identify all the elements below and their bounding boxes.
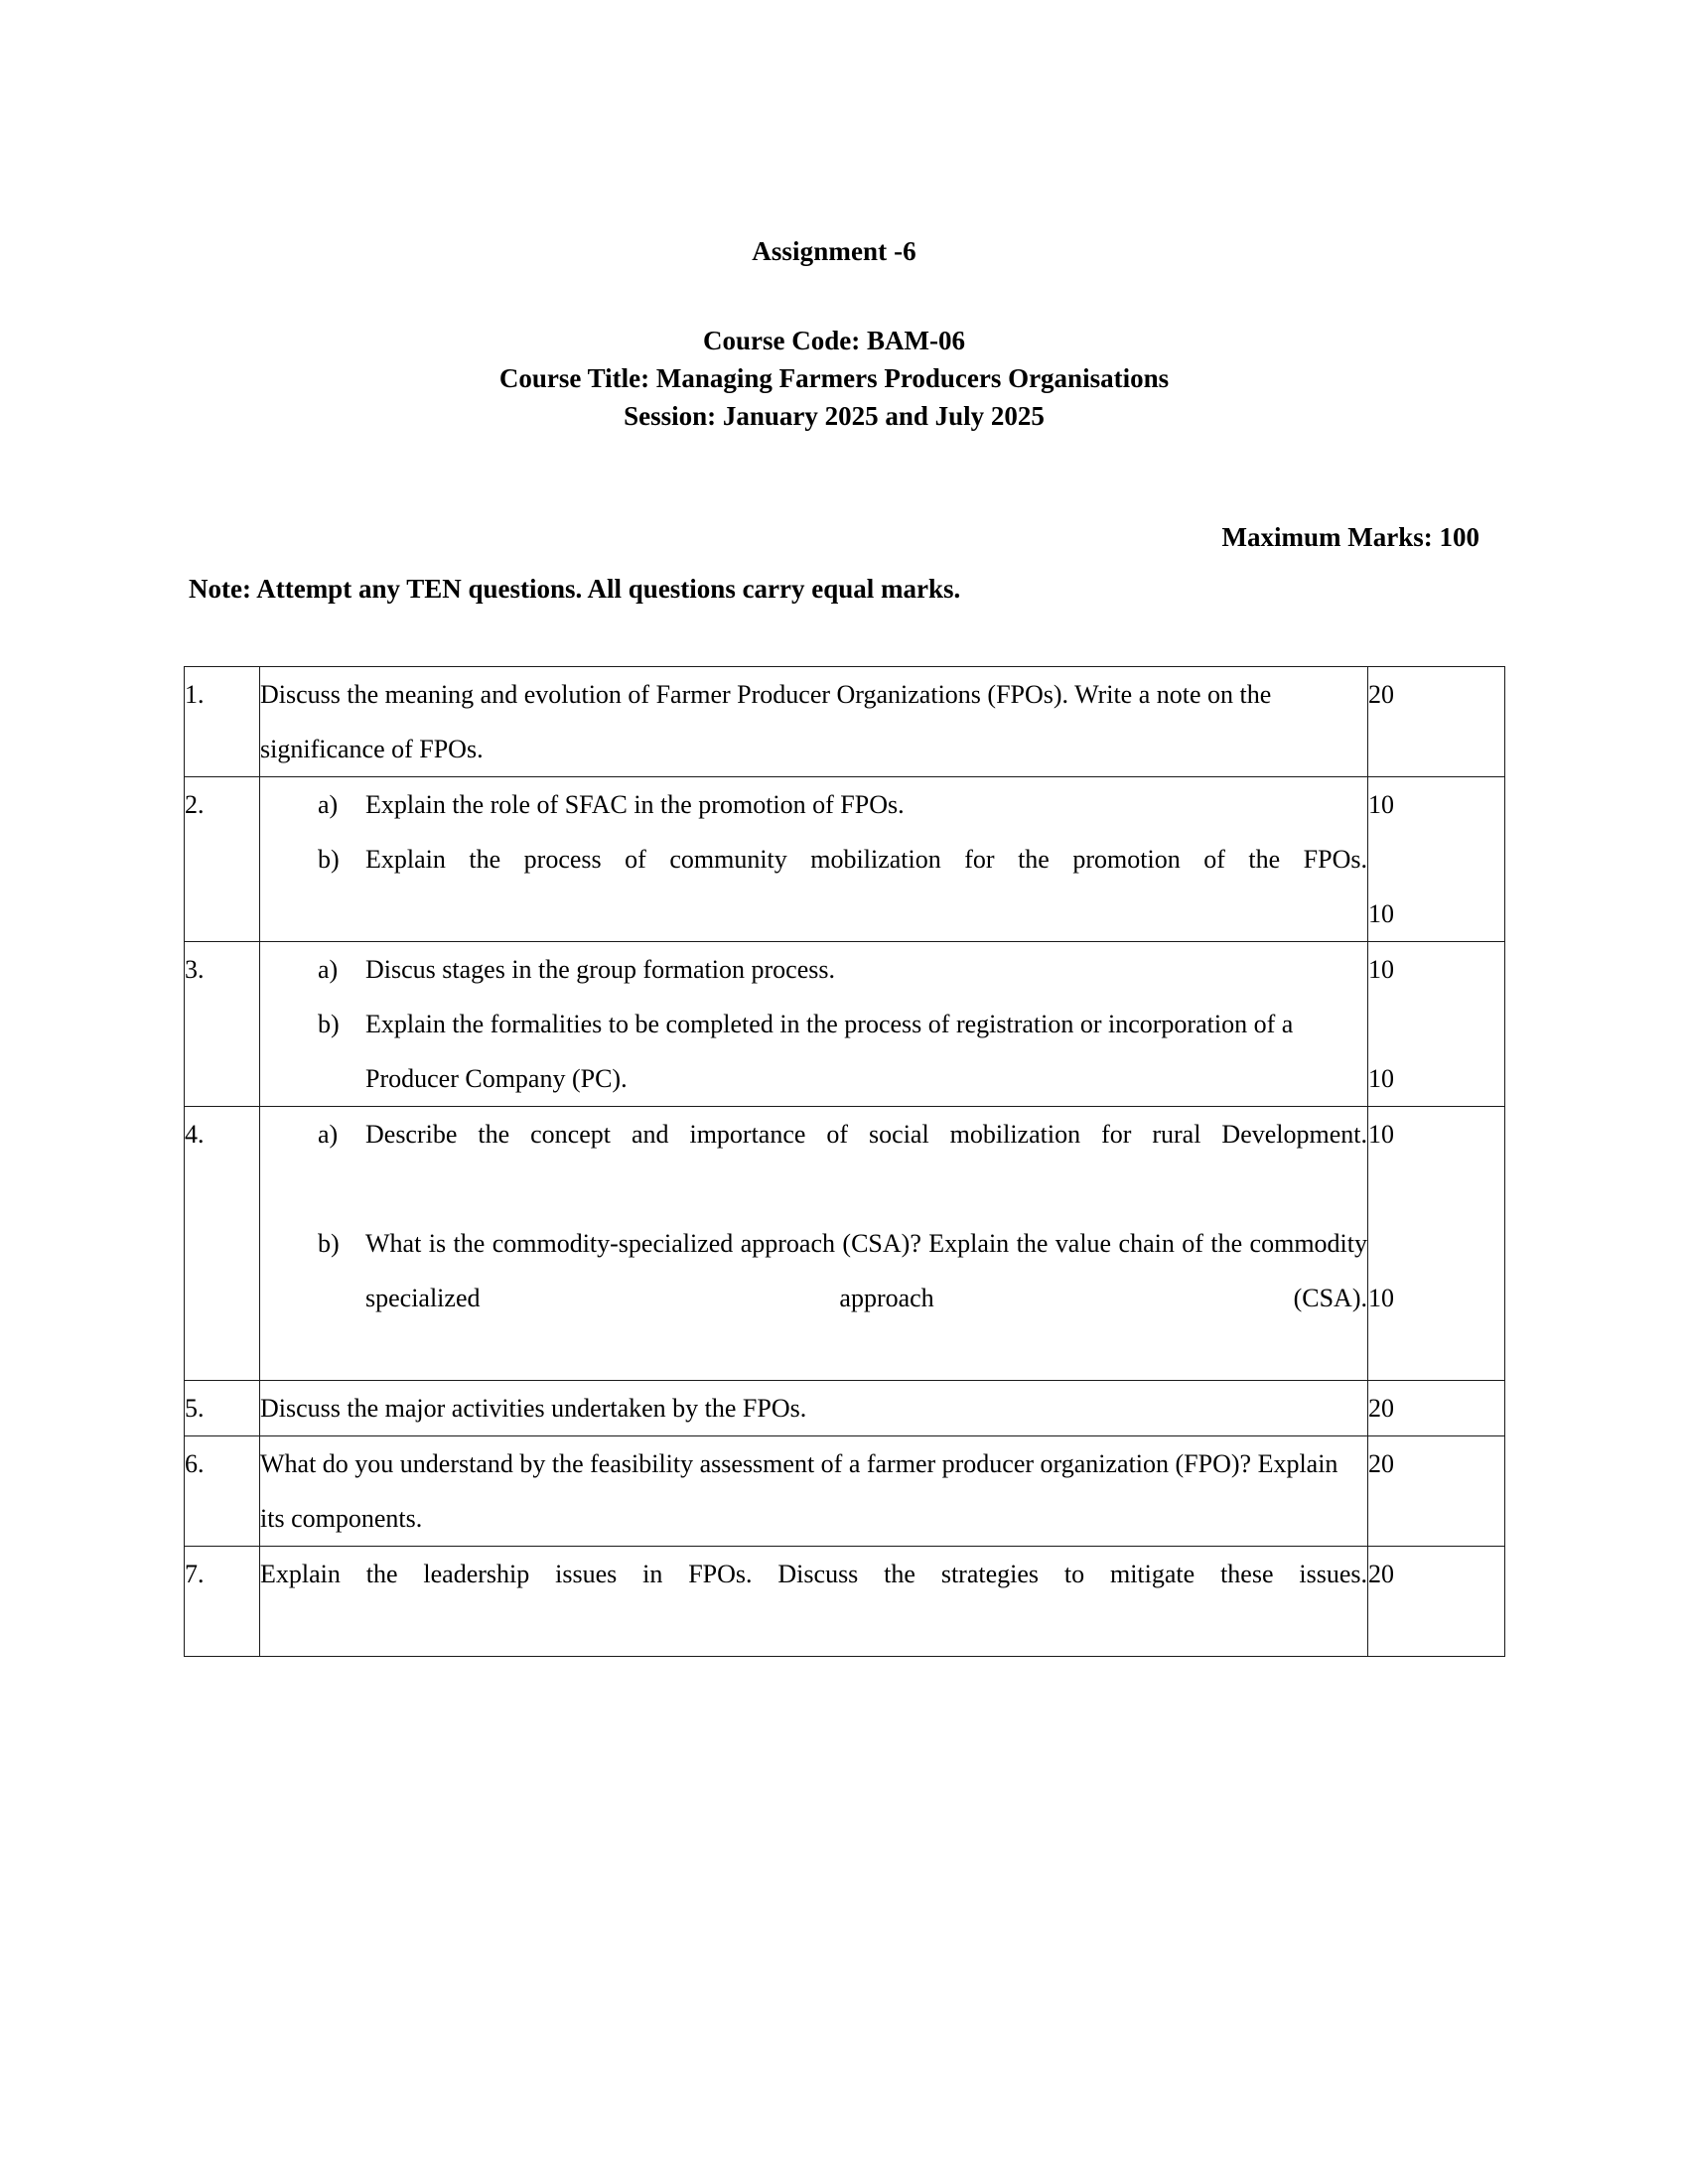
course-info — [189, 322, 1479, 435]
question-number: 7. — [185, 1547, 260, 1657]
question-body — [260, 942, 1368, 1107]
sub-question-b — [260, 997, 1367, 1106]
question-text: What do you understand by the feasibility assessment of a farmer producer organization (FPO)? Explain its components. — [260, 1449, 1338, 1533]
sub-text: Explain the formalities to be completed in the process of registration or incorporation of a Producer Company (PC). — [365, 1010, 1294, 1093]
question-body — [260, 667, 1368, 777]
question-number: 6. — [185, 1436, 260, 1547]
sub-marks-a: 10 — [1368, 955, 1394, 984]
sub-label: a) — [318, 790, 339, 819]
question-text: Discuss the major activities undertaken by the FPOs. — [260, 1394, 807, 1423]
question-marks: 20 — [1368, 1547, 1505, 1657]
sub-label: b) — [318, 845, 340, 874]
sub-label: b) — [318, 1010, 340, 1038]
marks-spacer — [1368, 997, 1504, 1051]
question-marks — [1368, 942, 1505, 1107]
question-number: 3. — [185, 942, 260, 1107]
table-row — [185, 1107, 1505, 1381]
questions-table — [184, 666, 1505, 1657]
document-heading — [189, 238, 1479, 435]
marks-spacer — [1368, 832, 1504, 887]
sub-text: Discus stages in the group formation process. — [365, 955, 835, 984]
question-body — [260, 1436, 1368, 1547]
course-title: Course Title: Managing Farmers Producers Organisations — [498, 363, 1170, 393]
sub-question-a — [260, 942, 1367, 997]
question-body — [260, 1107, 1368, 1381]
course-code: Course Code: BAM-06 — [703, 326, 965, 355]
marks-spacer — [1368, 1161, 1504, 1271]
course-session: Session: January 2025 and July 2025 — [624, 401, 1045, 431]
table-row — [185, 942, 1505, 1107]
question-body — [260, 1547, 1368, 1657]
sub-text: Explain the process of community mobilization for the promotion of the FPOs. — [365, 845, 1367, 874]
sub-text: Describe the concept and importance of social mobilization for rural Development. — [365, 1120, 1367, 1149]
sub-marks-b: 10 — [1368, 1284, 1394, 1312]
question-body — [260, 1381, 1368, 1436]
sub-label: a) — [318, 955, 339, 984]
sub-text: Explain the role of SFAC in the promotion of FPOs. — [365, 790, 905, 819]
question-marks — [1368, 777, 1505, 942]
sub-marks-b: 10 — [1368, 1064, 1394, 1093]
question-number: 1. — [185, 667, 260, 777]
sub-marks-b: 10 — [1368, 899, 1394, 928]
question-number: 4. — [185, 1107, 260, 1381]
question-marks: 20 — [1368, 1381, 1505, 1436]
sub-label: a) — [318, 1120, 339, 1149]
table-row — [185, 1436, 1505, 1547]
question-text: Discuss the meaning and evolution of Farmer Producer Organizations (FPOs). Write a note on the significance of FPOs. — [260, 680, 1272, 763]
sub-question-a — [260, 1107, 1367, 1216]
table-row — [185, 1381, 1505, 1436]
question-number: 2. — [185, 777, 260, 942]
sub-question-b — [260, 832, 1367, 941]
question-body — [260, 777, 1368, 942]
question-text: Explain the leadership issues in FPOs. Discuss the strategies to mitigate these issues. — [260, 1560, 1367, 1588]
question-marks: 20 — [1368, 1436, 1505, 1547]
table-row — [185, 1547, 1505, 1657]
sub-text: What is the commodity-specialized approach (CSA)? Explain the value chain of the commodity specialized approach (CSA). — [365, 1229, 1367, 1312]
sub-label: b) — [318, 1229, 340, 1258]
sub-marks-a: 10 — [1368, 790, 1394, 819]
question-number: 5. — [185, 1381, 260, 1436]
instructions-note: Note: Attempt any TEN questions. All questions carry equal marks. — [189, 574, 961, 604]
question-marks — [1368, 1107, 1505, 1381]
table-row — [185, 777, 1505, 942]
maximum-marks: Maximum Marks: 100 — [1221, 522, 1479, 552]
sub-question-b — [260, 1216, 1367, 1380]
page-title: Assignment -6 — [752, 236, 916, 266]
sub-question-a — [260, 777, 1367, 832]
sub-marks-a: 10 — [1368, 1120, 1394, 1149]
table-row — [185, 667, 1505, 777]
question-marks: 20 — [1368, 667, 1505, 777]
